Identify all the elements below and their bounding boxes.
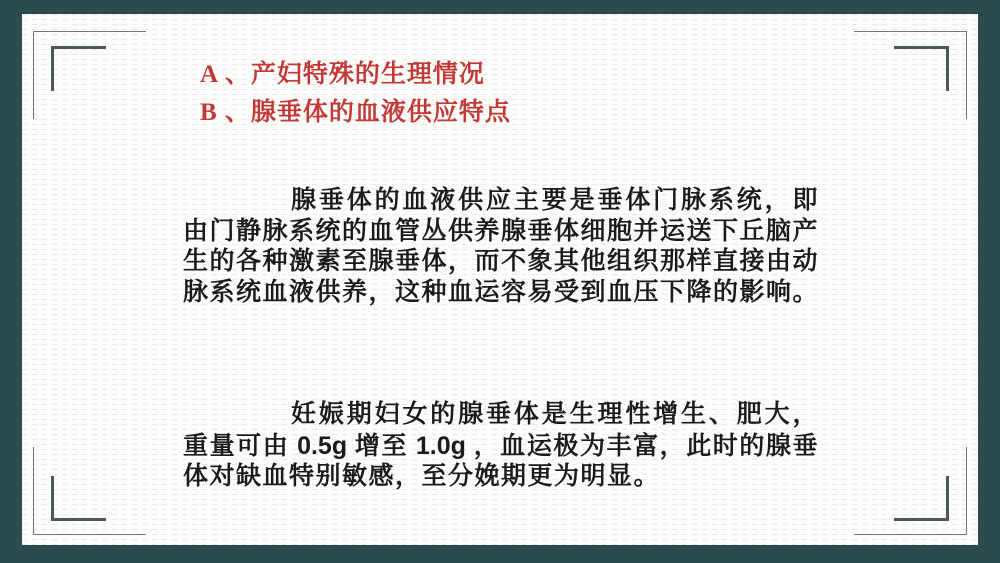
- heading-line-b: B 、腺垂体的血液供应特点: [200, 99, 511, 126]
- slide-heading: [200, 56, 511, 132]
- corner-bracket-bottom-right-inner: [894, 476, 949, 521]
- corner-bracket-bottom-left-inner: [51, 476, 106, 521]
- paragraph-pregnancy-text-2: 增至: [347, 432, 416, 460]
- weight-value-initial: 0.5g: [297, 431, 348, 460]
- paragraph-pregnancy-text-1: 妊娠期妇女的腺垂体是生理性增生、肥大，重量可由: [183, 401, 819, 460]
- corner-bracket-top-left-inner: [51, 46, 106, 91]
- paragraph-pregnancy: [183, 400, 819, 493]
- weight-value-final: 1.0g: [415, 431, 466, 460]
- paragraph-pregnancy-text-3: ，血运极为丰富，此时的腺垂体对缺血特别敏感，至分娩期更为明显。: [183, 432, 819, 490]
- paragraph-blood-supply: 腺垂体的血液供应主要是垂体门脉系统，即由门静脉系统的血管丛供养腺垂体细胞并运送下丘脑产生的各种激素至腺垂体，而不象其他组织那样直接由动脉系统血液供养，这种血运容易受到血压下降的影响。: [183, 187, 820, 306]
- heading-line-a: A 、产妇特殊的生理情况: [200, 61, 485, 88]
- corner-bracket-top-right-inner: [894, 46, 949, 91]
